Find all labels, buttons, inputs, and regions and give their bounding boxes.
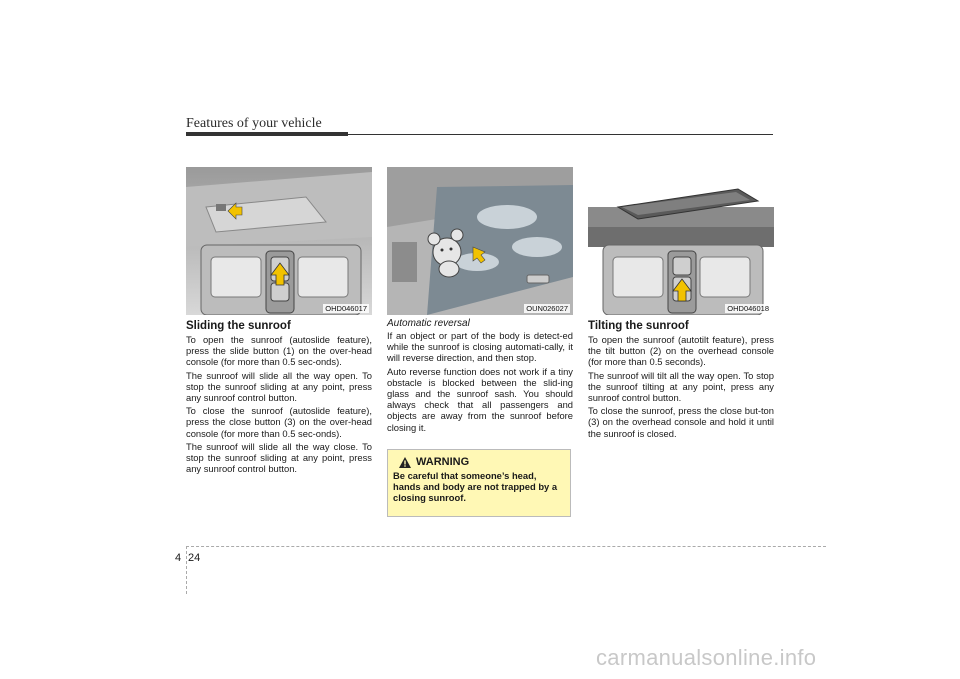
warning-heading [399, 456, 565, 468]
figure-code: OHD046017 [325, 304, 367, 313]
paragraph: To close the sunroof (autoslide feature), press the close button (3) on the over-head console (for more than 0.5 sec-onds). [186, 405, 372, 439]
warning-text: Be careful that someone’s head, hands and body are not trapped by a closing sunroof. [393, 470, 558, 503]
console-illustration [186, 167, 372, 315]
figure-code: OHD046018 [727, 304, 769, 313]
sunroof-illustration [387, 167, 573, 315]
footer-vertical-rule [186, 546, 187, 594]
header-rule-thick [186, 132, 348, 136]
warning-box [387, 449, 571, 517]
page-header-title: Features of your vehicle [186, 116, 322, 131]
paragraph: If an object or part of the body is detect-ed while the sunroof is closing automati-cally, it will reverse direction, and then stop. [387, 330, 573, 364]
column-sliding [186, 167, 372, 476]
paragraph: The sunroof will slide all the way close. To stop the sunroof sliding at any point, press any sunroof control button. [186, 440, 372, 475]
figure-code: OUN026027 [526, 304, 568, 313]
warning-title: WARNING [416, 456, 470, 468]
column-auto-reversal [387, 167, 573, 435]
figure-overhead-console-slide [186, 167, 372, 315]
section-subtitle: Automatic reversal [387, 318, 470, 329]
figure-sunroof-reversal [387, 167, 573, 315]
paragraph: The sunroof will tilt all the way open. To stop the sunroof tilting at any point, press any sunroof control button. [588, 369, 774, 404]
section-number: 4 [175, 552, 182, 564]
page-number: 24 [188, 552, 201, 564]
warning-triangle-icon [399, 457, 411, 468]
column-tilting [588, 167, 774, 441]
paragraph: The sunroof will slide all the way open. To stop the sunroof sliding at any point, press any sunroof control button. [186, 369, 372, 404]
header-rule-thin [348, 134, 773, 135]
watermark: carmanualsonline.info [596, 645, 817, 670]
section-title: Tilting the sunroof [588, 320, 689, 332]
footer-rule [186, 546, 826, 547]
paragraph: To open the sunroof (autoslide feature), press the slide button (1) on the over-head console (for more than 0.5 sec-onds). [186, 334, 372, 368]
figure-sunroof-tilt [588, 167, 774, 315]
paragraph: To open the sunroof (autotilt feature), press the tilt button (2) on the overhead console (for more than 0.5 seconds). [588, 334, 774, 368]
paragraph: Auto reverse function does not work if a tiny obstacle is blocked between the slid-ing glass and the sunroof sash. You should always check that all passengers and objects are away from the sunroof before closing it. [387, 365, 573, 433]
tilt-illustration [588, 167, 774, 315]
paragraph: To close the sunroof, press the close but-ton (3) on the overhead console and hold it until the sunroof is closed. [588, 405, 774, 439]
section-title: Sliding the sunroof [186, 320, 291, 332]
